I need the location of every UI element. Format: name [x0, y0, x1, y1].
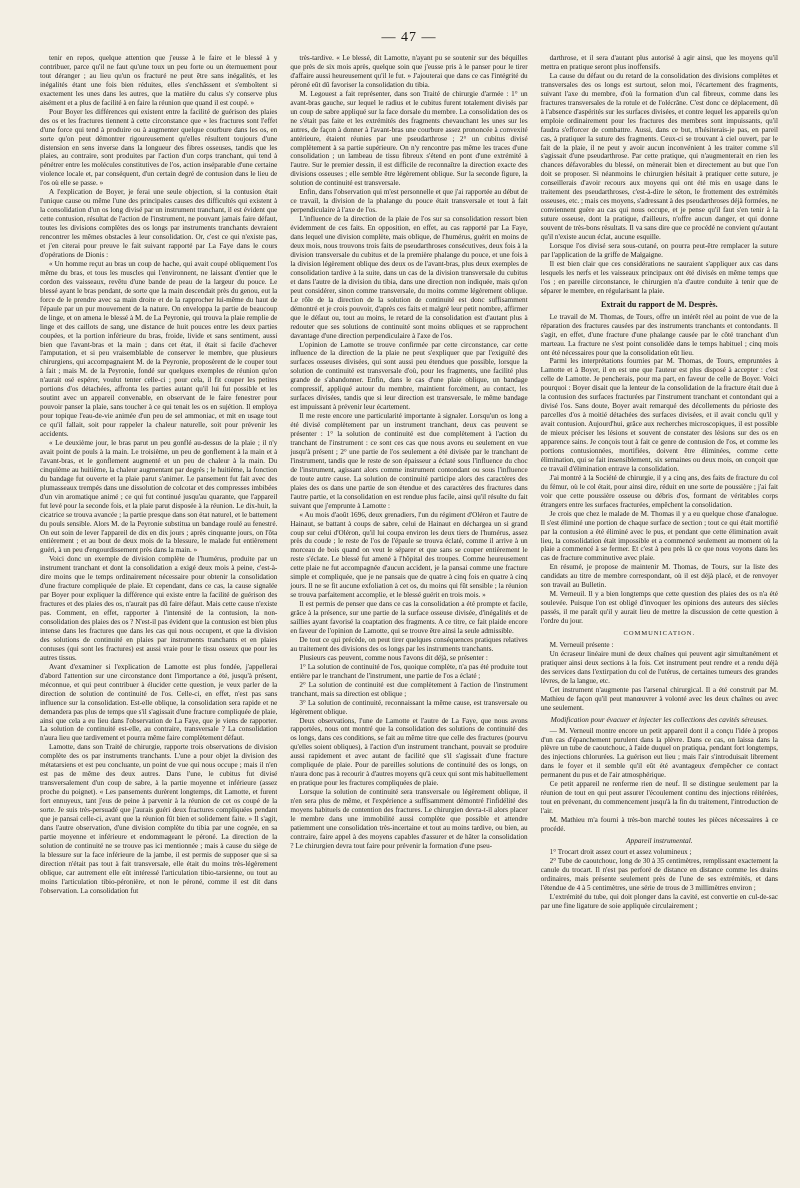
paragraph: tenir en repos, quelque attention que j'eusse à le faire et le blessé à y contribuer, parce qu'il ne faut qu'une toux un peu forte ou un éternuement pour tout déranger ; au lieu qu'un os fracturé ne peut être sans inégalités, et les inégalités étant une fois bien réduites, elles s'enchâssent et s'emboîtent si exactement les unes dans les autres, que la matière du calus s'y conserve plus aisément et a plus de facilité à en faire la réunion que quand il est coupé. »	[40, 54, 278, 107]
column-2	[290, 54, 527, 1184]
paragraph: « Un homme reçut au bras un coup de hache, qui avait coupé obliquement l'os même du bras, et tous les muscles qui l'environnent, ne laissant d'entier que le cordon des vaisseaux, revêtu d'une bande de peau de la largeur du pouce. Le blessé ayant le bras pendant, de sorte que la main descendait près du genou, eut la force de le prendre avec sa main droite et de la rapprocher lui-même du haut de l'épaule par un pur mouvement de la nature. On enveloppa la partie de beaucoup de linge, et on amena le blessé à M. de La Peyronie, qui trouva la plaie remplie de linge et des caillots de sang, une distance de huit pouces entre les deux parties coupées, et la portion inférieure du bras, froide, livide et sans sentiment, aussi bien que l'avant-bras et la main ; dans cet état, il était si facile d'achever l'amputation, et si peu vraisemblable de conserver le membre, que plusieurs chirurgiens, qui accompagnaient M. de la Peyronie, proposèrent de le couper tout à fait ; mais M. de la Peyronie, fondé sur quelques exemples de réunion qu'on n'aurait osé espérer, voulut tenter celle-ci ; pour cela, il fit couper les petites portions d'os détachées, affronta les parties autant qu'il lui fut possible et les soutint avec un appareil convenable, en observant de le faire fenestrer pour pouvoir panser la plaie, sans toucher à ce qui tenait les os en sujétion. Il employa pour topique l'eau-de-vie animée d'un peu de sel ammoniac, et mit en usage tout ce qu'il fallait, soit pour rappeler la chaleur naturelle, soit pour prévenir les accidents.	[40, 259, 278, 439]
paragraph: Je crois que chez le malade de M. Thomas il y a eu quelque chose d'analogue. Il s'est éliminé une portion de chaque surface de section ; tout ce qui était mortifié par la contusion a été éliminé avec le pus, et pendant que cette élimination avait lieu, la consolidation était impossible et a commencé seulement au moment où la plaie a commencé à se fermer. Et c'est à peu près là ce que nous voyons dans les cas de fracture comminutive avec plaie.	[540, 509, 778, 563]
paragraph: L'opinion de Lamotte se trouve confirmée par cette circonstance, car cette influence de la direction de la plaie ne peut s'expliquer que par l'exiguïté des surfaces osseuses divisées, qui sont aussi peu étendues que possible, lorsque la solution de continuité est transversale d'où, pour les fragments, une facilité plus grande de s'abandonner. Enfin, dans le cas d'une plaie oblique, un bandage compressif, appliqué autour du membre, maintient forcément, au contact, les surfaces divisées, tandis que si leur direction est transversale, le même bandage est impuissant à prévenir leur écartement.	[290, 340, 528, 412]
paragraph: Un écraseur linéaire muni de deux chaînes qui peuvent agir simultanément et pratiquer ainsi deux sections à la fois. Cet instrument peut rendre et a rendu déjà des services dans l'extirpation du col de l'utérus, de certaines tumeurs des grandes lèvres, de la langue, etc.	[540, 649, 778, 685]
text-columns	[40, 54, 778, 1184]
paragraph: L'influence de la direction de la plaie de l'os sur sa consolidation ressort bien évidemment de ces faits. En opposition, en effet, au cas rapporté par La Faye, dans lequel une division complète, mais oblique, de l'humérus, guérit en moins de deux mois, nous trouvons trois faits de pseudarthroses consécutives, deux fois à la division transversale du cubitus et de la première phalange du pouce, et une fois à la division légèrement oblique des deux os de l'avant-bras, plus deux exemples de consolidation tardive à la suite, dans un cas de la division transversale du cubitus et dans l'autre de la division du tibia, dans une direction non indiquée, mais qu'on peut considérer, sinon comme transversale, du moins comme légèrement oblique. Le rôle de la direction de la solution de continuité est donc suffisamment démontré et je crois pouvoir, d'après ces faits et malgré leur petit nombre, affirmer que le défaut ou, tout au moins, le retard de la consolidation est d'autant plus à redouter que ses solutions de continuité sont moins obliques et se rapprochent davantage d'une direction perpendiculaire à l'axe de l'os.	[290, 215, 528, 340]
paragraph: Voici donc un exemple de division complète de l'humérus, produite par un instrument tranchant et dont la consolidation a exigé deux mois à peine, c'est-à-dire moins que le temps ordinairement nécessaire pour obtenir la consolidation d'une fracture compliquée de plaie. Et cependant, dans ce cas, la cause signalée par Boyer pour expliquer la différence qui existe entre la facilité de guérison des fractures et des plaies des os, n'aurait pas dû faire défaut. Mais cette cause n'existe pas. Comment, en effet, rapporter à l'intensité de la contusion, la non-consolidation des plaies des os ? N'est-il pas évident que la contusion est bien plus intense dans les fractures que dans les cas qui nous occupent, et que la division des solutions de continuité en plaies par instruments tranchants et en plaies contuses (qui sont les fractures) est aussi vraie pour le tissu osseux que pour les autres tissus.	[40, 555, 278, 662]
paragraph: très-tardive. « Le blessé, dit Lamotte, n'ayant pu se soutenir sur des béquilles que près de six mois après, quelque soin que j'eusse pris à le panser pour le tirer d'affaire aussi heureusement qu'il le fut. » J'ajouterai que dans ce cas l'intégrité du péroné eût dû favoriser la consolidation du tibia.	[290, 54, 528, 89]
paragraph: De tout ce qui précède, on peut tirer quelques conséquences pratiques relatives au traitement des divisions des os longs par les instruments tranchants.	[290, 635, 528, 653]
paragraph: 1° La solution de continuité de l'os, quoique complète, n'a pas été produite tout entière par le tranchant de l'instrument, une partie de l'os a éclaté ;	[290, 662, 528, 680]
paragraph: Il me reste encore une particularité importante à signaler. Lorsqu'un os long a été divisé complètement par un instrument tranchant, deux cas peuvent se présenter : 1° la solution de continuité est due complètement à l'action du tranchant de l'instrument : ce sont ces cas que nous avons eu seulement en vue jusqu'à présent ; 2° une partie de l'os seulement a été divisée par le tranchant de l'instrument, tandis que le reste de son épaisseur a éclaté sous l'influence du choc de l'instrument, agissant alors comme instrument contondant ou sous l'influence de toute autre cause. La solution de continuité participe alors des caractères des plaies des os dans une partie de son étendue et des caractères des fractures dans l'autre partie, et la consolidation en est rendue plus facile, ainsi qu'il résulte du fait suivant que j'emprunte à Lamotte :	[290, 412, 528, 510]
paragraph: 1° Trocart droit assez court et assez volumineux ;	[549, 847, 692, 856]
paragraph: En résumé, je propose de maintenir M. Thomas, de Tours, sur la liste des candidats au titre de membre correspondant, où il est déjà placé, et de renvoyer son travail au Bulletin.	[540, 563, 778, 590]
paragraph: Parmi les interprétations fournies par M. Thomas, de Tours, empruntées à Lamotte et à Boyer, il en est une que l'auteur est plus disposé à accepter : c'est celle de Lamotte. Je pencherais, pour ma part, en faveur de celle de Boyer. Voici pourquoi : Boyer disait que la lenteur de la consolidation de la fracture était due à la contusion des surfaces fracturées par l'instrument tranchant et contondant qui a divisé l'os. Sans doute, Boyer avait remarqué des décollements du périoste des parcelles d'os à moitié détachées des surfaces divisées, et il avait conclu qu'il y avait contusion. Aujourd'hui, grâce aux recherches microscopiques, il est possible de mieux préciser les lésions et souvent de constater des lésions sur des os en apparence sains. Je conçois tout à fait ce genre de contusion de l'os, et comme les portions contusionnées, mortifiées, doivent être éliminées, comme cette élimination, qui se fait insensiblement, six semaines ou deux mois, on conçoit que ce travail d'élimination entrave la consolidation.	[540, 357, 778, 473]
paragraph: Cet instrument n'augmente pas l'arsenal chirurgical. Il a été construit par M. Mathieu de façon qu'il peut manœuvrer à volonté avec les deux chaînes ou avec une seulement.	[540, 685, 778, 712]
paragraph: J'ai montré à la Société de chirurgie, il y a cinq ans, des faits de fracture du col du fémur, où le col était, pour ainsi dire, réduit en une sorte de poussière ; j'ai fait voir que cette poussière osseuse ou débris d'os, formant de véritables corps étrangers entre les surfaces fracturées, empêchent la consolidation.	[540, 473, 778, 509]
paragraph: Lamotte, dans son Traité de chirurgie, rapporte trois observations de division complète des os par instruments tranchants. L'une a pour objet la division des métatarsiens et est peu concluante, un point de vue qui nous occupe ; mais il n'en est pas de même des deux autres. Dans l'une, le cubitus fut divisé transversalement d'un coup de sabre, à la partie moyenne et inférieure (assez proche du poignet). « Les pansements durèrent longtemps, dit Lamotte, et furent fort ennuyeux, tant j'eus de peine à parvenir à la réunion de cet os coupé de la sorte. Je suis très-persuadé que j'aurais guéri deux fractures compliquées pendant que je pansai celle-ci, avant que la réunion fût bien et solidement faite. » Il s'agit, dans l'autre observation, d'une division complète du tibia par une cognée, en sa partie moyenne et inférieure et endommageant le péroné. La direction de la solution de continuité ne se trouve pas ici mentionnée ; mais à cause du siège de la blessure sur la face inférieure de la jambe, il est permis de supposer que si sa direction n'était pas tout à fait transversale, elle était du moins très-légèrement oblique, car autrement elle eût intéressé l'articulation tibio-tarsienne, ou tout au moins l'articulation tibio-péronière, et non le péroné, comme il est dit dans l'observation. La consolidation fut	[40, 743, 278, 895]
paragraph: L'extrémité du tube, qui doit plonger dans la cavité, est convertie en cul-de-sac par une fine ligature de soie appliquée circulairement ;	[540, 892, 778, 910]
communication-heading: COMMUNICATION.	[623, 630, 696, 638]
report-heading: Extrait du rapport de M. Desprès.	[600, 299, 718, 309]
column-3	[541, 54, 778, 1184]
paragraph: Avant d'examiner si l'explication de Lamotte est plus fondée, j'appellerai d'abord l'attention sur une circonstance dont l'importance a été, jusqu'à présent, méconnue, et qui peut contribuer à élucider cette question, je veux parler de la direction de solution de continuité de l'os. Celle-ci, en effet, n'est pas sans influence sur la consolidation. Est-elle oblique, la consolidation sera rapide et ne demandera pas plus de temps que s'il s'agissait d'une fracture compliquée de plaie, ainsi que cela a eu lieu dans l'observation de La Faye, que je viens de rapporter. La solution de continuité est-elle, au contraire, transversale ? La consolidation n'aura lieu que tardivement et pourra même faire complètement défaut.	[40, 662, 278, 743]
column-1	[40, 54, 277, 1184]
paragraph: darthrose, et il sera d'autant plus autorisé à agir ainsi, que les moyens qu'il mettra en pratique seront plus inoffensifs.	[540, 54, 778, 71]
paragraph: Pour Boyer les différences qui existent entre la facilité de guérison des plaies des os et les fractures tiennent à cette circonstance que « les fractures sont l'effet d'une force qui tend à produire ou à augmenter quelque courbure dans les os, en sorte qu'on peut démontrer rigoureusement qu'elles résultent toujours d'une distension en sens inverse dans la longueur des fibres osseuses, tandis que les plaies, au contraire, sont produites par l'action d'un corps tranchant, qui tend à pénétrer entre les molécules constitutives de l'os, action inséparable d'une certaine violence locale et, par conséquent, d'un certain degré de contusion dans le lieu de l'os où elle se passe. »	[40, 107, 278, 188]
paragraph: Lorsque l'os divisé sera sous-cutané, on pourra peut-être remplacer la suture par l'application de la griffe de Malgaigne.	[540, 242, 778, 259]
paragraph: Il est bien clair que ces considérations ne sauraient s'appliquer aux cas dans lesquels les nerfs et les vaisseaux principaux ont été divisés en même temps que l'os ; en pareille circonstance, le chirurgien n'a d'autre conduite à tenir que de séparer le membre, en régularisant la plaie.	[540, 259, 778, 295]
apparatus-heading: Appareil instrumental.	[625, 836, 693, 846]
paragraph: La cause du défaut ou du retard de la consolidation des divisions complètes et transversales des os longs est surtout, selon moi, l'écartement des fragments, suivant l'axe du membre, d'où la formation d'un cal fibreux, comme dans les fractures transversales de la rotule et de l'olécrâne. C'est donc ce déplacement, dû à l'absence d'aspérités sur les surfaces divisées, et contre lequel les appareils qu'on emploie ordinairement pour les fractures des membres sont impuissants, qu'il faudra s'efforcer de combattre. Aussi, dans ce but, n'hésiterais-je pas, en pareil cas, à pratiquer la suture des fragments. Ceux-ci se trouvant à ciel ouvert, par le fait de la plaie, il ne peut y avoir aucun inconvénient à les traiter comme s'il s'agissait d'une pseudarthrose. Par cette pratique, qui n'augmenterait en rien les chances défavorables du blessé, on mènerait bien et directement au but que l'on doit se proposer. Si néanmoins le chirurgien hésitait à pratiquer cette suture, je conseillerais d'avoir recours aux moyens qui ont été mis en usage dans le traitement des pseudarthroses, c'est-à-dire le séton, le frottement des extrémités osseuses, etc. ; mais ces moyens, s'adressant à des pseudarthroses déjà formées, ne conviennent guère au cas qui nous occupe, et je pense qu'il faut s'en tenir à la suture osseuse, dont la pratique, d'ailleurs, n'offre aucun danger, et qui donne souvent de très-bons résultats. Il va sans dire que ce procédé ne convient qu'autant qu'il n'existe aucun éclat, aucune esquille.	[540, 71, 778, 242]
paragraph: M. Verneuil présente :	[549, 641, 614, 649]
paragraph: Le travail de M. Thomas, de Tours, offre un intérêt réel au point de vue de la réparation des fractures causées par des instruments tranchants et contondants. Il s'agit, en effet, d'une fracture d'une phalange causée par le côté tranchant d'un marteau. La fracture ne s'est point consolidée dans le temps habituel ; cinq mois ont été nécessaires pour que la consolidation eût lieu.	[540, 312, 778, 357]
paragraph: A l'explication de Boyer, je ferai une seule objection, si la contusion était l'unique cause ou même l'une des principales causes des difficultés qui existent à la consolidation d'un os long divisé par un instrument tranchant, il est évident que cette contusion, résultat de l'action de l'instrument, ne pouvant jamais faire défaut, toutes les divisions complètes des os longs par instruments tranchants devraient rencontrer les mêmes obstacles à leur consolidation. Or, c'est ce qui n'existe pas, et j'en citerai pour preuve le fait suivant rapporté par La Faye dans le cours d'opérations de Dionis :	[40, 188, 278, 259]
paragraph: M. Legouest a fait représenter, dans son Traité de chirurgie d'armée : 1° un avant-bras gauche, sur lequel le radius et le cubitus furent totalement divisés par un coup de sabre appliqué sur la face dorsale du membre. La consolidation des os ne s'était pas faite et les extrémités des fragments chevauchant les unes sur les autres, de façon à donner à l'avant-bras une courbure assez prononcée à convexité antérieure, étaient réunies par une pseudarthrose ; 2° un cubitus divisé complètement à sa partie supérieure. On n'y rencontre pas même les traces d'une consolidation ; un lambeau de tissu fibreux s'étend en pont d'une extrémité à l'autre. Sur le premier dessin, il est difficile de reconnaître la direction exacte des divisions osseuses ; elle semble être légèrement oblique. Sur la seconde figure, la solution de continuité est transversale.	[290, 89, 528, 188]
paragraph: Enfin, dans l'observation qui m'est personnelle et que j'ai rapportée au début de ce travail, la division de la phalange du pouce était transversale et tout à fait perpendiculaire à l'axe de l'os.	[290, 188, 528, 215]
paragraph: M. Verneuil. Il y a bien longtemps que cette question des plaies des os n'a été soulevée. Puisque l'on est obligé d'invoquer les opinions des auteurs des siècles passés, il me paraît qu'il y aurait lieu de mettre la discussion de cette question à l'ordre du jour.	[540, 590, 778, 626]
paragraph: M. Mathieu m'a fourni à très-bon marché toutes les pièces nécessaires à ce procédé.	[540, 816, 778, 834]
paragraph: Deux observations, l'une de Lamotte et l'autre de La Faye, que nous avons rapportées, nous ont montré que la consolidation des solutions de continuité des os longs, dans ces conditions, se fait au même titre que celle des fractures (pourvu qu'elles soient obliques), à l'action d'un instrument tranchant, pouvait se produire aussi rapidement et avec autant de facilité que s'il s'agissait d'une fracture compliquée de plaie. Pour de pareilles solutions de continuité des os longs, on n'aura donc pas à recourir à d'autres moyens qu'à ceux qui sont mis habituellement en pratique pour les fractures compliquées de plaie.	[290, 716, 528, 788]
paragraph: 3° La solution de continuité, reconnaissant la même cause, est transversale ou légèrement oblique.	[290, 698, 528, 716]
paragraph: « Le deuxième jour, le bras parut un peu gonflé au-dessus de la plaie ; il n'y avait point de pouls à la main. Le troisième, un peu de gonflement à la main et à l'avant-bras, et le gonflement augmenté et un peu de chaleur à la main. Du cinquième au huitième, la chaleur augmentant par degrés ; le huitième, la fonction du bandage fut ouverte et la plaie parut s'animer. Le pansement fut fait avec des plumasseaux trempés dans une dissolution de colcotar et des compresses imbibées d'un vin aromatique animé ; ce qui fut continué jusqu'au quarante, que l'appareil fut levé pour la seconde fois, et la plaie parut disposée à la réunion. Le dix-huit, la cicatrice se trouva avancée ; la partie presque dans son état naturel, et le battement du pouls sensible. Alors M. de la Peyronie substitua un bandage roulé au fenestré. On eut soin de lever l'appareil de dix en dix jours ; après cinquante jours, on l'ôta entièrement ; et au bout de deux mois de la blessure, le malade fut entièrement guéri, à un peu d'engourdissement près dans la main. »	[40, 438, 278, 555]
paragraph: Plusieurs cas peuvent, comme nous l'avons dit déjà, se présenter :	[299, 653, 488, 662]
page-number: — 47 —	[381, 30, 437, 45]
paragraph: Il est permis de penser que dans ce cas la consolidation a été prompte et facile, grâce à la présence, sur une partie de la surface osseuse divisée, d'inégalités et de saillies ayant favorisé la coaptation des fragments. A ce titre, ce fait plaide encore en faveur de l'opinion de Lamotte, qui se trouve être ainsi la seule admissible.	[290, 600, 528, 635]
paragraph: 2° Tube de caoutchouc, long de 30 à 35 centimètres, remplissant exactement la canule du trocart. Il n'est pas perforé de distance en distance comme les drains ordinaires, mais présente seulement près de l'une de ses extrémités, et dans l'étendue de 4 à 5 centimètres, une série de trous de 3 millimètres environ ;	[540, 856, 778, 892]
paragraph: « Au mois d'août 1696, deux grenadiers, l'un du régiment d'Oléron et l'autre de Hainaut, se battant à coups de sabre, celui de Hainaut en déchargea un si grand coup sur celui d'Oléron, qu'il lui coupa environ les deux tiers de l'humérus, assez près du coude ; le reste de l'os de l'épaule se trouva éclaté, comme il arrive à un morceau de bois quand on veut le séparer et que sans se couper entièrement le reste s'éclate. Le blessé fut amené à l'hôpital des troupes. Comme heureusement cette plaie ne fut accompagnée d'aucun accident, je la pansai comme une fracture simple et compliquée, que je ne pansais que de quatre à cinq fois en quatre à cinq jours. Il ne se fit aucune exfoliation à cet os, du moins qui fût sensible ; la réunion se trouva parfaitement accomplie, et le blessé guérit en trois mois. »	[290, 510, 528, 600]
paragraph: Ce petit appareil ne renferme rien de neuf. Il se distingue seulement par la réunion de tout en qui peut assurer l'écoulement continu des injections réitérées, tout en prévenant, du commencement jusqu'à la fin du traitement, l'introduction de l'air.	[540, 780, 778, 816]
modification-heading: Modification pour évacuer et injecter les collections des cavités séreuses.	[550, 714, 768, 724]
paragraph: — M. Verneuil montre encore un petit appareil dont il a conçu l'idée à propos d'un cas d'épanchement purulent dans la plèvre. Dans ce cas, on laissa dans la plèvre un tube de caoutchouc, à l'aide duquel on pratiqua, pendant fort longtemps, des injections chlorurées. La guérison eut lieu ; mais l'air s'introduisait librement dans le foyer et il semble qu'il eût été avantageux d'empêcher ce contact permanent du pus et de l'air atmosphérique.	[540, 726, 778, 780]
paragraph: 2° La solution de continuité est due complètement à l'action de l'instrument tranchant, mais sa direction est oblique ;	[290, 680, 528, 698]
paragraph: Lorsque la solution de continuité sera transversale ou légèrement oblique, il n'en sera plus de même, et l'expérience a suffisamment démontré l'infidélité des moyens habituels de contention des fractures. Le chirurgien devra-t-il alors placer le membre dans une immobilité aussi complète que possible et attendre patiemment une consolidation très-incertaine et tout au moins tardive, ou bien, au contraire, faire appel à des moyens capables d'assurer et de hâter la consolidation ? Le chirurgien devra tout faire pour prévenir la formation d'une pseu-	[290, 788, 528, 850]
